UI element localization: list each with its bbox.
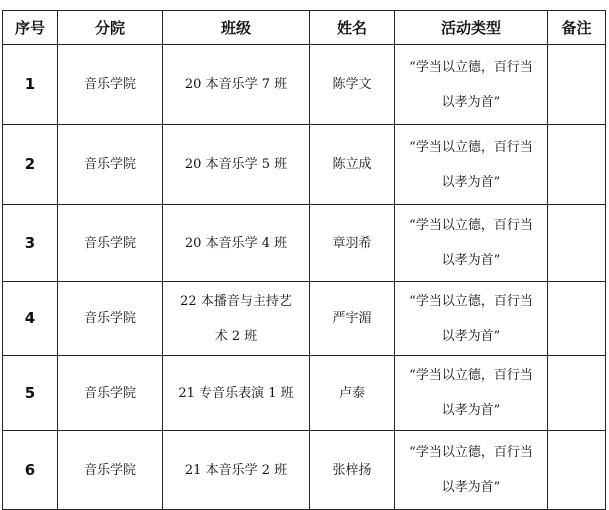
- table-row: [3, 205, 606, 282]
- row-class: 20 本音乐学 4 班: [163, 205, 310, 282]
- row-college: 音乐学院: [58, 431, 163, 510]
- roster-table: [2, 10, 606, 510]
- row-activity: “学当以立德，百行当以孝为首”: [395, 45, 548, 125]
- header-row: [3, 11, 606, 45]
- header-college: 分院: [58, 11, 163, 45]
- row-name: 卢泰: [310, 356, 395, 431]
- table-row: [3, 356, 606, 431]
- row-note: [548, 282, 606, 356]
- row-index: 4: [3, 282, 58, 356]
- row-note: [548, 45, 606, 125]
- row-college: 音乐学院: [58, 205, 163, 282]
- row-class: 21 专音乐表演 1 班: [163, 356, 310, 431]
- row-activity: “学当以立德，百行当以孝为首”: [395, 125, 548, 205]
- row-index: 3: [3, 205, 58, 282]
- row-index: 5: [3, 356, 58, 431]
- header-name: 姓名: [310, 11, 395, 45]
- table-row: [3, 45, 606, 125]
- row-college: 音乐学院: [58, 45, 163, 125]
- row-college: 音乐学院: [58, 356, 163, 431]
- row-note: [548, 431, 606, 510]
- table-row: [3, 282, 606, 356]
- row-activity: “学当以立德，百行当以孝为首”: [395, 282, 548, 356]
- table-row: [3, 431, 606, 510]
- row-note: [548, 205, 606, 282]
- header-class: 班级: [163, 11, 310, 45]
- row-name: 陈学文: [310, 45, 395, 125]
- row-name: 严宇湄: [310, 282, 395, 356]
- row-index: 6: [3, 431, 58, 510]
- row-college: 音乐学院: [58, 125, 163, 205]
- header-note: 备注: [548, 11, 606, 45]
- table-row: [3, 125, 606, 205]
- row-activity: “学当以立德，百行当以孝为首”: [395, 205, 548, 282]
- row-class: 20 本音乐学 7 班: [163, 45, 310, 125]
- row-name: 张梓扬: [310, 431, 395, 510]
- row-activity: “学当以立德，百行当以孝为首”: [395, 431, 548, 510]
- row-class: 22 本播音与主持艺术 2 班: [163, 282, 310, 356]
- row-note: [548, 125, 606, 205]
- header-activity: 活动类型: [395, 11, 548, 45]
- row-index: 1: [3, 45, 58, 125]
- row-class: 21 本音乐学 2 班: [163, 431, 310, 510]
- row-activity: “学当以立德，百行当以孝为首”: [395, 356, 548, 431]
- row-index: 2: [3, 125, 58, 205]
- row-class: 20 本音乐学 5 班: [163, 125, 310, 205]
- row-name: 陈立成: [310, 125, 395, 205]
- row-college: 音乐学院: [58, 282, 163, 356]
- header-index: 序号: [3, 11, 58, 45]
- row-note: [548, 356, 606, 431]
- row-name: 章羽希: [310, 205, 395, 282]
